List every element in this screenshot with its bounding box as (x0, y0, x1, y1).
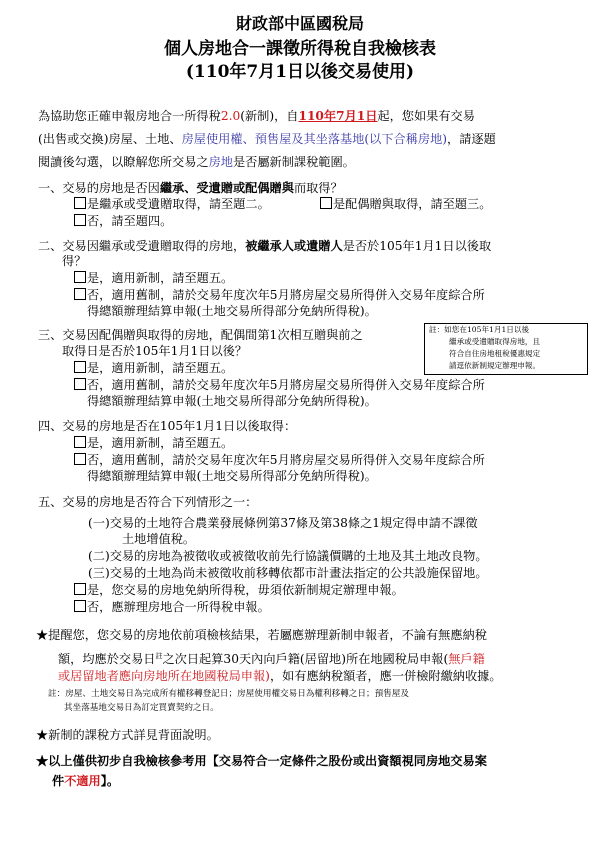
checkbox[interactable] (74, 378, 86, 390)
note-line: 註：如您在105年1月1日以後 (429, 325, 530, 334)
option-label: 是，您交易的房地免納所得稅，毋須依新制規定辦理申報。 (87, 583, 404, 597)
checkbox[interactable] (74, 583, 86, 595)
intro-text: 是否屬新制課稅範圍。 (233, 155, 355, 169)
reminder-red-text: 無戶籍 (448, 652, 485, 667)
footer-text: 件 (52, 774, 65, 788)
intro-version: 2.0 (220, 109, 241, 123)
reminder-note-1: 註：房屋、土地交易日為完成所有權移轉登記日；房屋使用權交易日為權利移轉之日；預售屋及 (48, 689, 409, 699)
reminder-text: ，如有應納稅額者，應一併檢附繳納收據。 (269, 669, 502, 683)
q3-option-2[interactable] (74, 377, 485, 393)
intro-property-scope: 房屋使用權、預售屋及其坐落基地(以下合稱房地) (181, 132, 448, 146)
q1-option-3[interactable] (74, 213, 172, 229)
question-3-cont: 取得日是否於105年1月1日以後？ (62, 344, 248, 358)
option-label: 是，適用新制，請至題五。 (87, 436, 234, 450)
reminder-red-text: 或居留地者應向房地所在地國稅局申報) (58, 669, 270, 683)
question-emphasis: 被繼承人或遺贈人 (245, 239, 343, 253)
q2-option-2[interactable] (74, 287, 485, 303)
checkbox[interactable] (74, 214, 86, 226)
q4-option-1[interactable] (74, 435, 233, 451)
new-system-note: ★新制的課稅方式詳見背面說明。 (36, 728, 219, 742)
q3-option-1[interactable] (74, 360, 233, 376)
footer-line-1: ★以上僅供初步自我檢核參考用【交易符合一定條件之股份或出資額視同房地交易案 (36, 754, 487, 768)
intro-property-term: 房地 (208, 155, 233, 169)
checkbox[interactable] (74, 288, 86, 300)
footer-line-2 (52, 773, 119, 789)
question-text: 二、交易因繼承或受遺贈取得的房地， (38, 239, 246, 253)
question-text: 是否於105年1月1日以後取 (342, 239, 492, 253)
intro-line-2 (38, 131, 496, 147)
note-line: 請逕依新制規定辦理申報。 (449, 361, 541, 370)
checkbox[interactable] (74, 361, 86, 373)
note-line: 符合自住房地租稅優惠規定 (449, 349, 541, 358)
reminder-line-2 (58, 648, 485, 667)
reminder-text: 額，均應於交易日 (58, 652, 156, 667)
footer-not-applicable: 不適用 (64, 774, 101, 788)
intro-text: 為協助您正確申報房地合一所得稅 (38, 109, 221, 123)
question-5: 五、交易的房地是否符合下列情形之一： (38, 495, 258, 509)
question-text: 而取得？ (293, 181, 343, 195)
q5-option-2[interactable] (74, 599, 270, 615)
option-label: 否，請至題四。 (87, 214, 173, 228)
question-text: 一、交易的房地是否因 (38, 181, 160, 195)
option-label: 否，適用舊制，請於交易年度次年5月將房屋交易所得併入交易年度綜合所 (87, 288, 485, 302)
intro-effective-date: 110年7月1日 (298, 109, 378, 123)
option-label: 是，適用新制，請至題五。 (87, 271, 234, 285)
intro-text: (新制)，自 (240, 109, 299, 123)
q5-condition-3: (三)交易的土地為尚未被徵收前移轉依都市計畫法指定的公共設施保留地。 (88, 566, 488, 580)
question-2 (38, 238, 491, 254)
q3-note-box (424, 323, 588, 375)
checkbox[interactable] (74, 197, 86, 209)
q1-option-1[interactable] (74, 196, 270, 212)
footnote-marker: 註 (155, 652, 163, 660)
reminder-text: 之次日起算30天內向戶籍(居留地)所在地國稅局申報( (162, 652, 449, 667)
q2-option-1[interactable] (74, 270, 233, 286)
org-name: 財政部中區國稅局 (235, 14, 364, 33)
q2-option-2-cont: 得總額辦理結算申報(土地交易所得部分免納所得稅)。 (87, 304, 377, 318)
reminder-line-1: ★提醒您，您交易的房地依前項檢核結果，若屬應辦理新制申報者，不論有無應納稅 (36, 628, 487, 642)
option-label: 是繼承或受遺贈取得，請至題二。 (87, 197, 270, 211)
q5-condition-1: (一)交易的土地符合農業發展條例第37條及第38條之1規定得申請不課徵 (88, 516, 478, 530)
page-title: 個人房地合一課徵所得稅自我檢核表 (164, 39, 436, 59)
q5-condition-1-cont: 土地增值稅。 (122, 532, 196, 546)
checkbox[interactable] (74, 453, 86, 465)
option-label: 否，適用舊制，請於交易年度次年5月將房屋交易所得併入交易年度綜合所 (87, 378, 485, 392)
option-label: 是，適用新制，請至題五。 (87, 361, 234, 375)
q4-option-2[interactable] (74, 452, 485, 468)
intro-text: 起，您如果有交易 (377, 109, 475, 123)
intro-text: ，請逐題 (447, 132, 496, 146)
note-line: 繼承或受遺贈取得房地，且 (449, 337, 541, 346)
reminder-line-3 (58, 668, 502, 684)
option-label: 否，應辦理房地合一所得稅申報。 (87, 600, 270, 614)
option-label: 是配偶贈與取得，請至題三。 (333, 197, 492, 211)
option-label: 否，適用舊制，請於交易年度次年5月將房屋交易所得併入交易年度綜合所 (87, 453, 485, 467)
checkbox[interactable] (74, 600, 86, 612)
q5-condition-2: (二)交易的房地為被徵收或被徵收前先行協議價購的土地及其土地改良物。 (88, 549, 488, 563)
question-4: 四、交易的房地是否在105年1月1日以後取得： (38, 419, 297, 433)
question-2-cont: 得？ (62, 254, 87, 268)
question-3: 三、交易因配偶贈與取得的房地，配偶間第1次相互贈與前之 (38, 328, 363, 342)
q4-option-2-cont: 得總額辦理結算申報(土地交易所得部分免納所得稅)。 (87, 469, 377, 483)
checkbox[interactable] (74, 436, 86, 448)
checkbox[interactable] (74, 271, 86, 283)
reminder-note-2: 其坐落基地交易日為訂定買賣契約之日。 (64, 703, 219, 713)
footer-text: 】。 (100, 774, 120, 788)
intro-line-3 (38, 154, 355, 170)
intro-text: (出售或交換)房屋、土地、 (38, 132, 182, 146)
q1-option-2[interactable] (320, 196, 491, 212)
q3-option-2-cont: 得總額辦理結算申報(土地交易所得部分免納所得稅)。 (87, 394, 377, 408)
intro-line-1 (38, 108, 475, 124)
checkbox[interactable] (320, 197, 332, 209)
question-emphasis: 繼承、受遺贈或配偶贈與 (159, 181, 294, 195)
question-1 (38, 180, 343, 196)
page-subtitle: (110年7月1日以後交易使用) (185, 62, 415, 82)
intro-text: 閱讀後勾選，以瞭解您所交易之 (38, 155, 209, 169)
q5-option-1[interactable] (74, 582, 404, 598)
